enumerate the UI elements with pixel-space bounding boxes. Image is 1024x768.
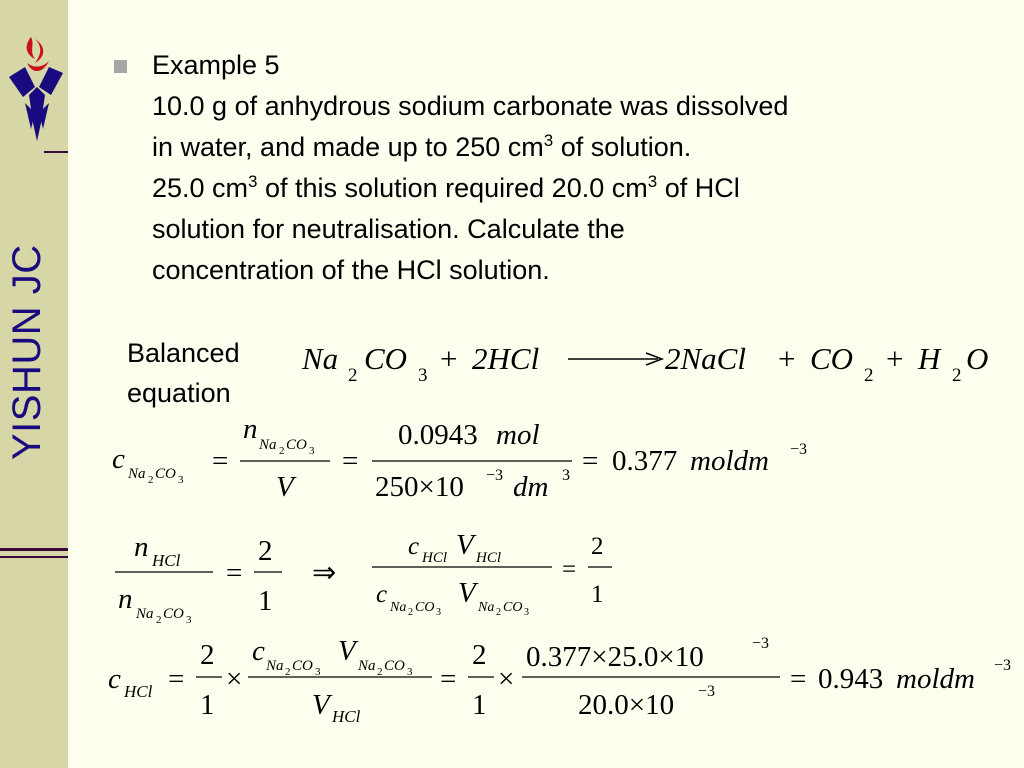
svg-text:CO: CO xyxy=(364,341,408,376)
svg-text:c: c xyxy=(108,663,121,695)
svg-text:=: = xyxy=(342,445,359,477)
svg-text:2: 2 xyxy=(591,533,604,560)
svg-text:CO: CO xyxy=(503,600,523,615)
svg-text:c: c xyxy=(112,443,125,475)
svg-text:mol: mol xyxy=(496,419,540,451)
svg-text:HCl: HCl xyxy=(422,550,448,566)
svg-text:dm: dm xyxy=(513,471,549,503)
svg-text:=: = xyxy=(212,445,229,477)
svg-text:2HCl: 2HCl xyxy=(472,341,540,376)
svg-text:2: 2 xyxy=(496,607,501,618)
svg-text:=: = xyxy=(790,663,807,695)
svg-text:V: V xyxy=(312,689,330,721)
svg-text:1: 1 xyxy=(200,689,215,721)
problem-line-1: 10.0 g of anhydrous sodium carbonate was dissolved xyxy=(152,91,789,121)
svg-text:3: 3 xyxy=(436,607,441,618)
svg-text:CO: CO xyxy=(155,466,176,482)
svg-text:HCl: HCl xyxy=(152,551,181,570)
svg-text:1: 1 xyxy=(472,689,487,721)
balanced-equation-label: Balanced equation xyxy=(127,338,240,408)
svg-text:V: V xyxy=(458,577,476,609)
svg-text:3: 3 xyxy=(186,614,192,626)
svg-text:HCl: HCl xyxy=(124,682,153,701)
svg-text:c: c xyxy=(252,635,265,667)
svg-text:Na: Na xyxy=(266,658,284,674)
svg-text:H: H xyxy=(918,341,941,376)
problem-line-5: concentration of the HCl solution. xyxy=(152,255,550,285)
svg-text:CO: CO xyxy=(384,658,405,674)
svg-text:×: × xyxy=(226,663,243,695)
svg-text:Na: Na xyxy=(358,658,376,674)
svg-text:=: = xyxy=(226,557,243,589)
svg-text:2: 2 xyxy=(279,445,285,457)
svg-text:−3: −3 xyxy=(994,657,1012,674)
svg-text:−3: −3 xyxy=(698,683,716,700)
svg-text:c: c xyxy=(408,533,420,560)
reaction-equation xyxy=(301,341,988,386)
svg-text:moldm: moldm xyxy=(896,663,975,695)
svg-text:−3: −3 xyxy=(486,467,504,484)
problem-line-2: in water, and made up to 250 $cm^3$ of solution. xyxy=(152,131,692,162)
svg-text:−3: −3 xyxy=(752,635,770,652)
svg-text:HCl: HCl xyxy=(332,707,361,726)
problem-line-4: solution for neutralisation. Calculate the xyxy=(152,214,625,244)
svg-text:2: 2 xyxy=(408,607,413,618)
svg-text:2: 2 xyxy=(377,666,383,678)
problem-line-3: 25.0 $cm^3$ of this solution required 20.0 $cm^3$ of HCl xyxy=(152,172,740,203)
svg-text:CO: CO xyxy=(163,606,184,622)
svg-text:=: = xyxy=(562,556,577,583)
svg-text:n: n xyxy=(134,531,149,563)
svg-text:moldm: moldm xyxy=(690,445,769,477)
svg-text:+: + xyxy=(440,341,458,376)
svg-text:3: 3 xyxy=(315,666,321,678)
svg-text:CO: CO xyxy=(292,658,313,674)
svg-text:2: 2 xyxy=(156,614,162,626)
svg-text:+: + xyxy=(886,341,904,376)
svg-text:2: 2 xyxy=(864,365,874,386)
svg-text:2NaCl: 2NaCl xyxy=(665,341,746,376)
svg-text:Na: Na xyxy=(390,600,407,615)
svg-text:3: 3 xyxy=(524,607,529,618)
svg-text:2: 2 xyxy=(952,365,962,386)
svg-text:0.377: 0.377 xyxy=(612,445,678,477)
svg-text:Na: Na xyxy=(302,341,339,376)
svg-text:=: = xyxy=(168,663,185,695)
svg-text:−3: −3 xyxy=(790,441,808,458)
svg-text:c: c xyxy=(376,581,388,608)
concentration-hcl-equation xyxy=(108,635,1011,726)
svg-text:2: 2 xyxy=(258,535,273,567)
svg-text:V: V xyxy=(338,635,356,667)
svg-text:3: 3 xyxy=(418,365,428,386)
svg-text:0.0943: 0.0943 xyxy=(398,419,478,451)
mole-ratio-equation xyxy=(115,529,612,626)
svg-text:2: 2 xyxy=(148,474,154,486)
svg-text:CO: CO xyxy=(286,437,307,453)
brand-vertical-text: YISHUN JC xyxy=(5,244,49,460)
svg-text:Na: Na xyxy=(259,437,277,453)
svg-text:=: = xyxy=(582,445,599,477)
svg-text:CO: CO xyxy=(810,341,854,376)
svg-text:250×10: 250×10 xyxy=(375,471,464,503)
svg-text:V: V xyxy=(276,471,294,503)
svg-text:2: 2 xyxy=(348,365,358,386)
svg-text:O: O xyxy=(966,341,989,376)
svg-text:2: 2 xyxy=(200,639,215,671)
svg-text:3: 3 xyxy=(407,666,413,678)
svg-text:=: = xyxy=(440,663,457,695)
svg-text:×: × xyxy=(498,663,515,695)
svg-text:3: 3 xyxy=(562,467,570,484)
svg-text:HCl: HCl xyxy=(476,550,502,566)
concentration-na2co3-equation xyxy=(112,413,807,503)
svg-text:2: 2 xyxy=(285,666,291,678)
svg-text:+: + xyxy=(778,341,796,376)
svg-text:20.0×10: 20.0×10 xyxy=(578,689,675,721)
svg-text:Na: Na xyxy=(128,466,146,482)
svg-text:1: 1 xyxy=(258,585,273,617)
svg-text:Na: Na xyxy=(478,600,495,615)
svg-text:V: V xyxy=(456,529,474,561)
svg-text:CO: CO xyxy=(415,600,435,615)
svg-text:1: 1 xyxy=(591,581,604,608)
svg-text:n: n xyxy=(118,583,133,615)
svg-text:n: n xyxy=(243,413,258,445)
svg-text:3: 3 xyxy=(178,474,184,486)
svg-text:3: 3 xyxy=(309,445,315,457)
svg-text:0.377×25.0×10: 0.377×25.0×10 xyxy=(526,641,704,673)
example-heading: Example 5 xyxy=(152,50,280,80)
svg-text:Na: Na xyxy=(136,606,154,622)
implies-arrow: ⇒ xyxy=(312,557,337,589)
svg-text:2: 2 xyxy=(472,639,487,671)
svg-text:0.943: 0.943 xyxy=(818,663,884,695)
